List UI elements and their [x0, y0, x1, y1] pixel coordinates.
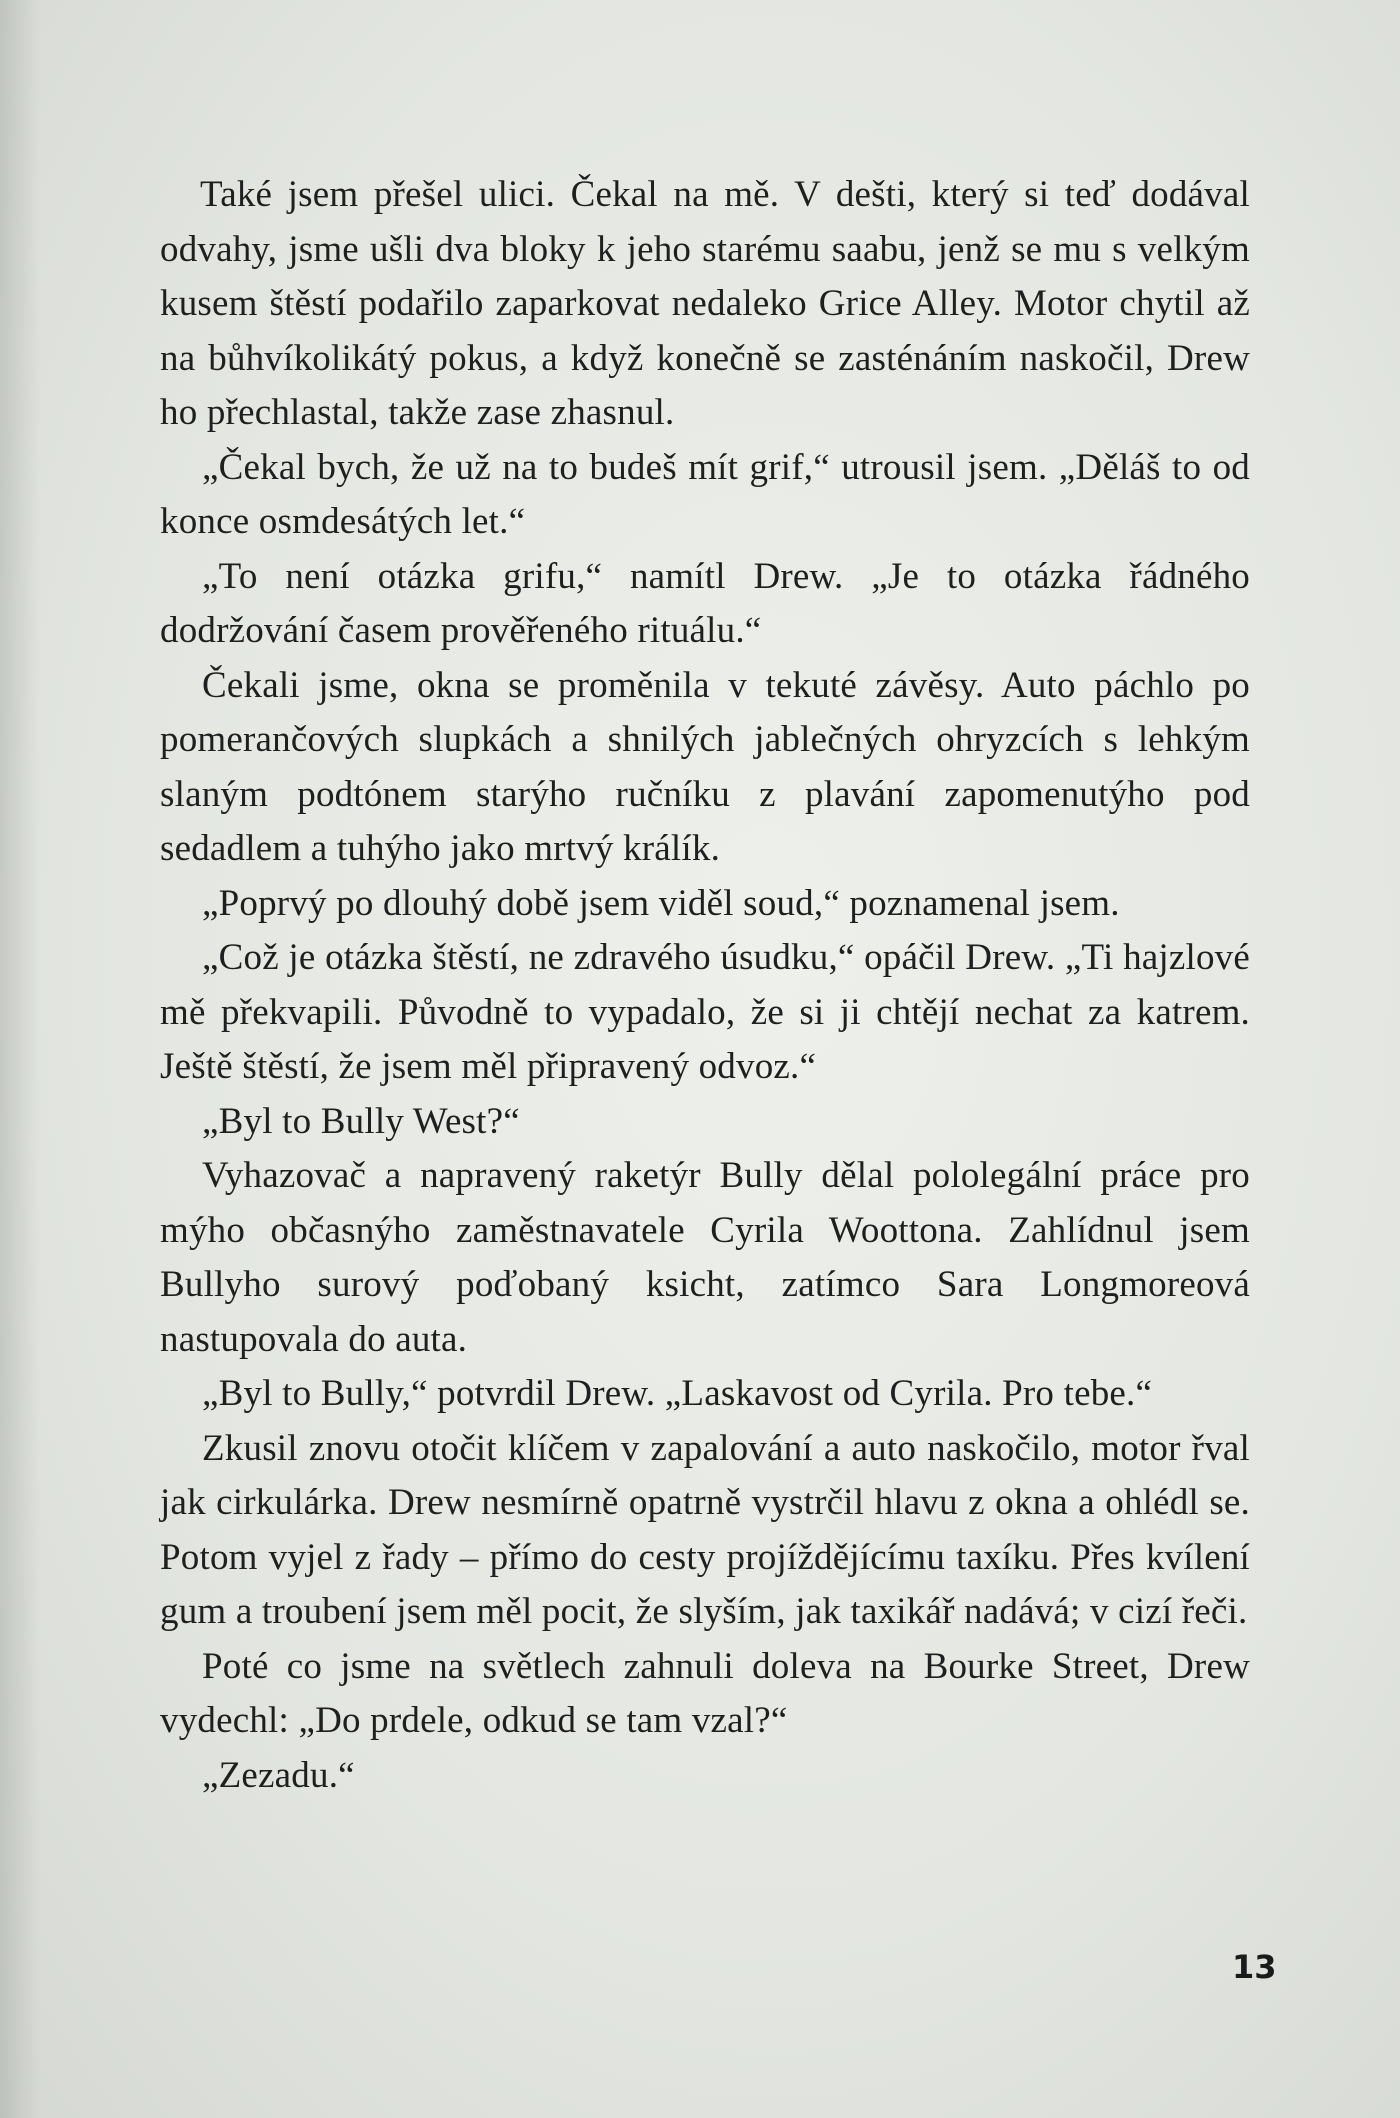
paragraph: „Čekal bych, že už na to budeš mít grif,“ utrousil jsem. „Děláš to od konce osmdesátých let.“ [160, 446, 1250, 542]
paragraph: „Zezadu.“ [202, 1754, 355, 1796]
paragraph: Poté co jsme na světlech zahnuli doleva na Bourke Street, Drew vydechl: „Do prdele, odkud se tam vzal?“ [160, 1645, 1250, 1741]
body-text [160, 168, 1250, 1803]
page-fold-shadow [0, 0, 40, 2118]
paragraph: „To není otázka grifu,“ namítl Drew. „Je to otázka řádného dodržování časem prověřeného rituálu.“ [160, 555, 1250, 651]
paragraph: Vyhazovač a napravený raketýr Bully dělal pololegální práce pro mýho občasnýho zaměstnavatele Cyrila Woottona. Zahlídnul jsem Bullyho surový poďobaný ksicht, zatímco Sara Longmoreová nastupovala do auta. [160, 1155, 1250, 1360]
paragraph: Také jsem přešel ulici. Čekal na mě. V dešti, který si teď dodával odvahy, jsme ušli dva bloky k jeho starému saabu, jenž se mu s velkým kusem štěstí podařilo zaparkovat nedaleko Grice Alley. Motor chytil až na bůhvíkolikátý pokus, a když konečně se zasténáním naskočil, Drew ho přechlastal, takže zase zhasnul. [160, 174, 1250, 433]
paragraph: Zkusil znovu otočit klíčem v zapalování a auto naskočilo, motor řval jak cirkulárka. Drew nesmírně opatrně vystrčil hlavu z okna a ohlédl se. Potom vyjel z řady – přímo do cesty projíždějícímu taxíku. Přes kvílení gum a troubení jsem měl pocit, že slyším, jak taxikář nadává; v cizí řeči. [160, 1427, 1250, 1632]
paragraph: „Což je otázka štěstí, ne zdravého úsudku,“ opáčil Drew. „Ti hajzlové mě překvapili. Původně to vypadalo, že si ji chtějí nechat za katrem. Ještě štěstí, že jsem měl připravený odvoz.“ [160, 937, 1250, 1087]
paragraph: „Byl to Bully West?“ [202, 1100, 520, 1142]
paragraph: „Byl to Bully,“ potvrdil Drew. „Laskavost od Cyrila. Pro tebe.“ [202, 1373, 1153, 1414]
page-number: 13 [1232, 1948, 1277, 1986]
paragraph: „Poprvý po dlouhý době jsem viděl soud,“ poznamenal jsem. [202, 882, 1120, 924]
paragraph: Čekali jsme, okna se proměnila v tekuté závěsy. Auto páchlo po pomerančových slupkách a shnilých jablečných ohryzcích s lehkým slaným podtónem starýho ručníku z plavání zapomenutýho pod sedadlem a tuhýho jako mrtvý králík. [160, 664, 1250, 869]
